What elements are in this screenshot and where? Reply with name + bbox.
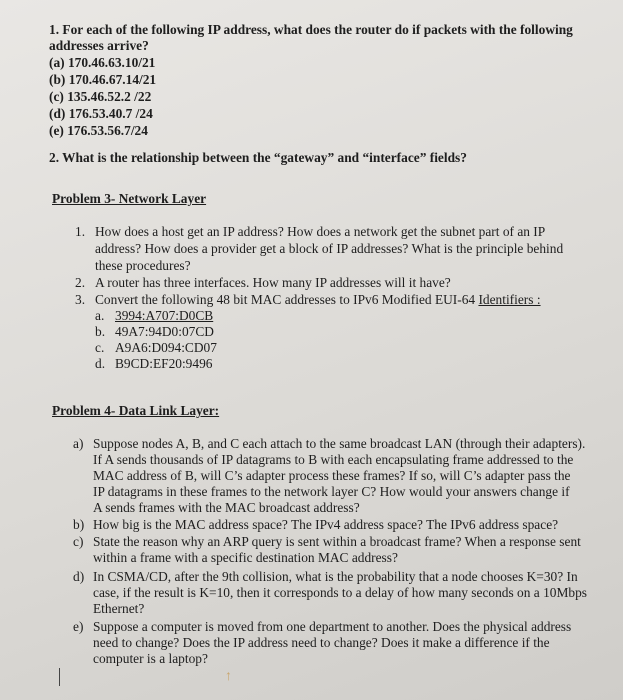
identifiers-link[interactable]: Identifiers : (478, 292, 541, 307)
mac-item-c-label: c. (95, 340, 105, 355)
ip-item-a: (a) 170.46.63.10/21 (49, 55, 156, 70)
ip-item-e: (e) 176.53.56.7/24 (49, 123, 148, 138)
p4-c-label: c) (73, 534, 84, 549)
p4-d-text-1: In CSMA/CD, after the 9th collision, what is the probability that a node chooses K=30? In (93, 569, 578, 584)
mac-item-d-label: d. (95, 356, 106, 371)
question-2: 2. What is the relationship between the “gateway” and “interface” fields? (49, 150, 467, 165)
p3-q1-text-1: How does a host get an IP address? How does a network get the subnet part of an IP (95, 224, 546, 239)
p4-c-line-2: within a frame with a specific destination MAC address? (93, 550, 398, 565)
p3-q1-line-3: these procedures? (95, 258, 191, 273)
p3-q1-line-2: address? How does a provider get a block of IP addresses? What is the principle behind (95, 241, 564, 256)
p4-d-line-2: case, if the result is K=10, then it corresponds to a delay of how many seconds on a 10Mbps (93, 585, 587, 600)
p4-a-text-1: Suppose nodes A, B, and C each attach to the same broadcast LAN (through their adapters). (93, 436, 586, 451)
mac-item-b-label: b. (95, 324, 106, 339)
mac-item-c (95, 340, 217, 356)
p4-c-text-1: State the reason why an ARP query is sent within a broadcast frame? When a response sent (93, 534, 581, 549)
mac-item-a (95, 308, 213, 324)
p4-a-line-5: A sends frames with the MAC broadcast address? (93, 500, 360, 515)
p3-q3-number: 3. (75, 292, 86, 307)
p3-q3-text: Convert the following 48 bit MAC addresses to IPv6 Modified EUI-64 (95, 292, 479, 307)
mac-item-b-value: 49A7:94D0:07CD (115, 324, 214, 339)
mac-item-c-value: A9A6:D094:CD07 (115, 340, 217, 355)
mac-item-a-value: 3994:A707:D0CB (115, 308, 214, 323)
p4-a-label: a) (73, 436, 84, 451)
p4-e-label: e) (73, 619, 84, 634)
p4-e-text-1: Suppose a computer is moved from one department to another. Does the physical address (93, 619, 572, 634)
ip-item-b: (b) 170.46.67.14/21 (49, 72, 157, 87)
mac-item-b (95, 324, 214, 340)
mac-item-d-value: B9CD:EF20:9496 (115, 356, 213, 371)
p3-q3 (75, 292, 541, 308)
p4-a-line-1 (73, 436, 585, 452)
text-cursor (59, 668, 60, 686)
cursor-arrow-icon: ↑ (225, 669, 232, 684)
mac-item-a-label: a. (95, 308, 105, 323)
p4-e-line-1 (73, 619, 571, 635)
p4-a-line-4: IP datagrams in these frames to the network layer C? How would your answers change if (93, 484, 570, 499)
p3-q2 (75, 275, 451, 291)
p4-b-label: b) (73, 517, 85, 532)
p3-q1-line-1 (75, 224, 545, 240)
p4-e-line-3: computer is a laptop? (93, 651, 208, 666)
p4-b-text-1: How big is the MAC address space? The IPv4 address space? The IPv6 address space? (93, 517, 559, 532)
ip-item-c: (c) 135.46.52.2 /22 (49, 89, 152, 104)
problem-4-heading: Problem 4- Data Link Layer: (52, 403, 220, 418)
question-1-line-2: addresses arrive? (49, 38, 149, 53)
p4-d-line-1 (73, 569, 578, 585)
p4-d-label: d) (73, 569, 85, 584)
p4-b-line-1 (73, 517, 558, 533)
problem-3-heading: Problem 3- Network Layer (52, 191, 207, 206)
p3-q1-number: 1. (75, 224, 86, 239)
p4-a-line-2: If A sends thousands of IP datagrams to B with each encapsulating frame addressed to the (93, 452, 574, 467)
p3-q2-number: 2. (75, 275, 86, 290)
question-1-line-1: 1. For each of the following IP address, what does the router do if packets with the following (49, 22, 573, 37)
p3-q2-text: A router has three interfaces. How many IP addresses will it have? (95, 275, 451, 290)
ip-item-d: (d) 176.53.40.7 /24 (49, 106, 153, 121)
p4-a-line-3: MAC address of B, will C’s adapter process these frames? If so, will C’s adapter pass the (93, 468, 571, 483)
mac-item-d (95, 356, 212, 372)
p4-c-line-1 (73, 534, 581, 550)
p4-d-line-3: Ethernet? (93, 601, 145, 616)
p4-e-line-2: need to change? Does the IP address need to change? Does it make a difference if the (93, 635, 550, 650)
